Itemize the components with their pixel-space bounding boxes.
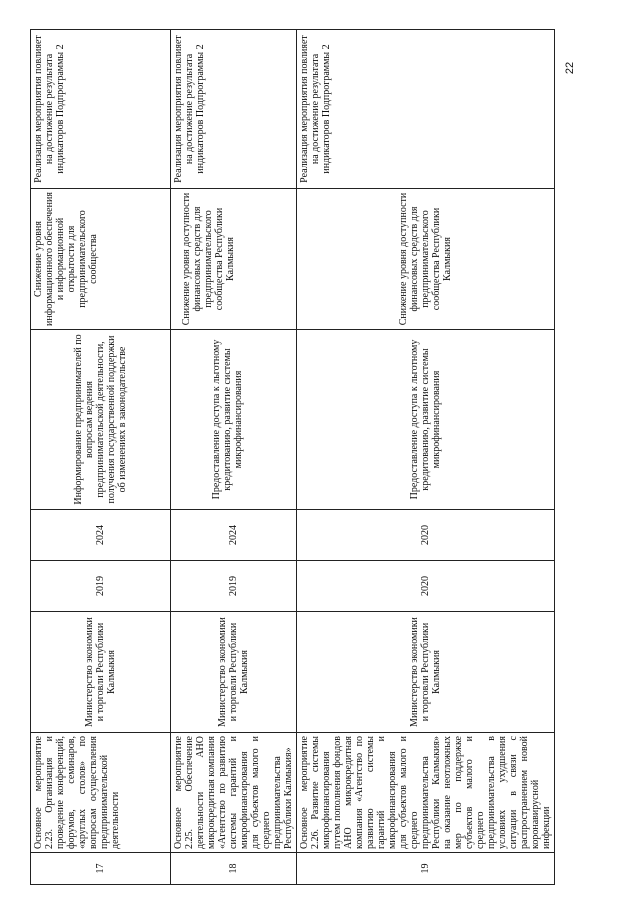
event-cell: Основное мероприятие 2.23. Организация и проведение конференций, форумов, семинаров, «круглых столов» по вопросам осуществления предпринимательской деятельности: [31, 733, 171, 853]
start-year-cell: 2019: [31, 561, 171, 612]
result-cell: Информирование предпринимателей по вопросам ведения предпринимательской деятельности, получения государственной поддержки об изменениях в законодательстве: [31, 330, 171, 510]
end-year-cell: 2024: [171, 510, 297, 561]
row-number: 17: [31, 853, 171, 885]
row-number: 19: [297, 853, 555, 885]
result-cell: Предоставление доступа к льготному кредитованию, развитие системы микрофинансирования: [171, 330, 297, 510]
table-row: [297, 30, 555, 885]
start-year-cell: 2019: [171, 561, 297, 612]
executor-cell: Министерство экономики и торговли Республики Калмыкия: [31, 612, 171, 733]
end-year-cell: 2024: [31, 510, 171, 561]
executor-cell: Министерство экономики и торговли Республики Калмыкия: [297, 612, 555, 733]
row-number: 18: [171, 853, 297, 885]
indicator-link-cell: Реализация мероприятия повлияет на достижение результата индикаторов Подпрограммы 2: [297, 30, 555, 189]
indicator-link-cell: Реализация мероприятия повлияет на достижение результата индикаторов Подпрограммы 2: [171, 30, 297, 189]
event-cell: Основное мероприятие 2.25. Обеспечение деятельности АНО микрокредитная компания «Агентство по развитию системы гарантий и микрофинансирования для субъектов малого и среднего предпринимательства Республики Калмыкия»: [171, 733, 297, 853]
start-year-cell: 2020: [297, 561, 555, 612]
end-year-cell: 2020: [297, 510, 555, 561]
consequence-cell: Снижение уровня доступности финансовых средств для предпринимательского сообщества Республики Калмыкия: [297, 189, 555, 330]
consequence-cell: Снижение уровня информационного обеспечения и информационной открытости для предпринимательского сообщества: [31, 189, 171, 330]
executor-cell: Министерство экономики и торговли Республики Калмыкия: [171, 612, 297, 733]
result-cell: Предоставление доступа к льготному кредитованию, развитие системы микрофинансирования: [297, 330, 555, 510]
program-events-table: [30, 29, 555, 885]
rotated-table-wrapper: [30, 30, 552, 885]
event-cell: Основное мероприятие 2.26. Развитие системы микрофинансирования путем пополнения фондов АНО микрокредитная компания «Агентство по развитию системы гарантий и микрофинансирования для субъектов малого и среднего предпринимательства Республики Калмыкия» на оказание неотложных мер по поддержке субъектов малого и среднего предпринимательства в условиях ухудшения ситуации в связи с распространением новой коронавирусной инфекции: [297, 733, 555, 853]
indicator-link-cell: Реализация мероприятия повлияет на достижение результата индикаторов Подпрограммы 2: [31, 30, 171, 189]
table-row: [171, 30, 297, 885]
table-row: [31, 30, 171, 885]
page-number: 22: [564, 61, 577, 75]
consequence-cell: Снижение уровня доступности финансовых средств для предпринимательского сообщества Республики Калмыкия: [171, 189, 297, 330]
